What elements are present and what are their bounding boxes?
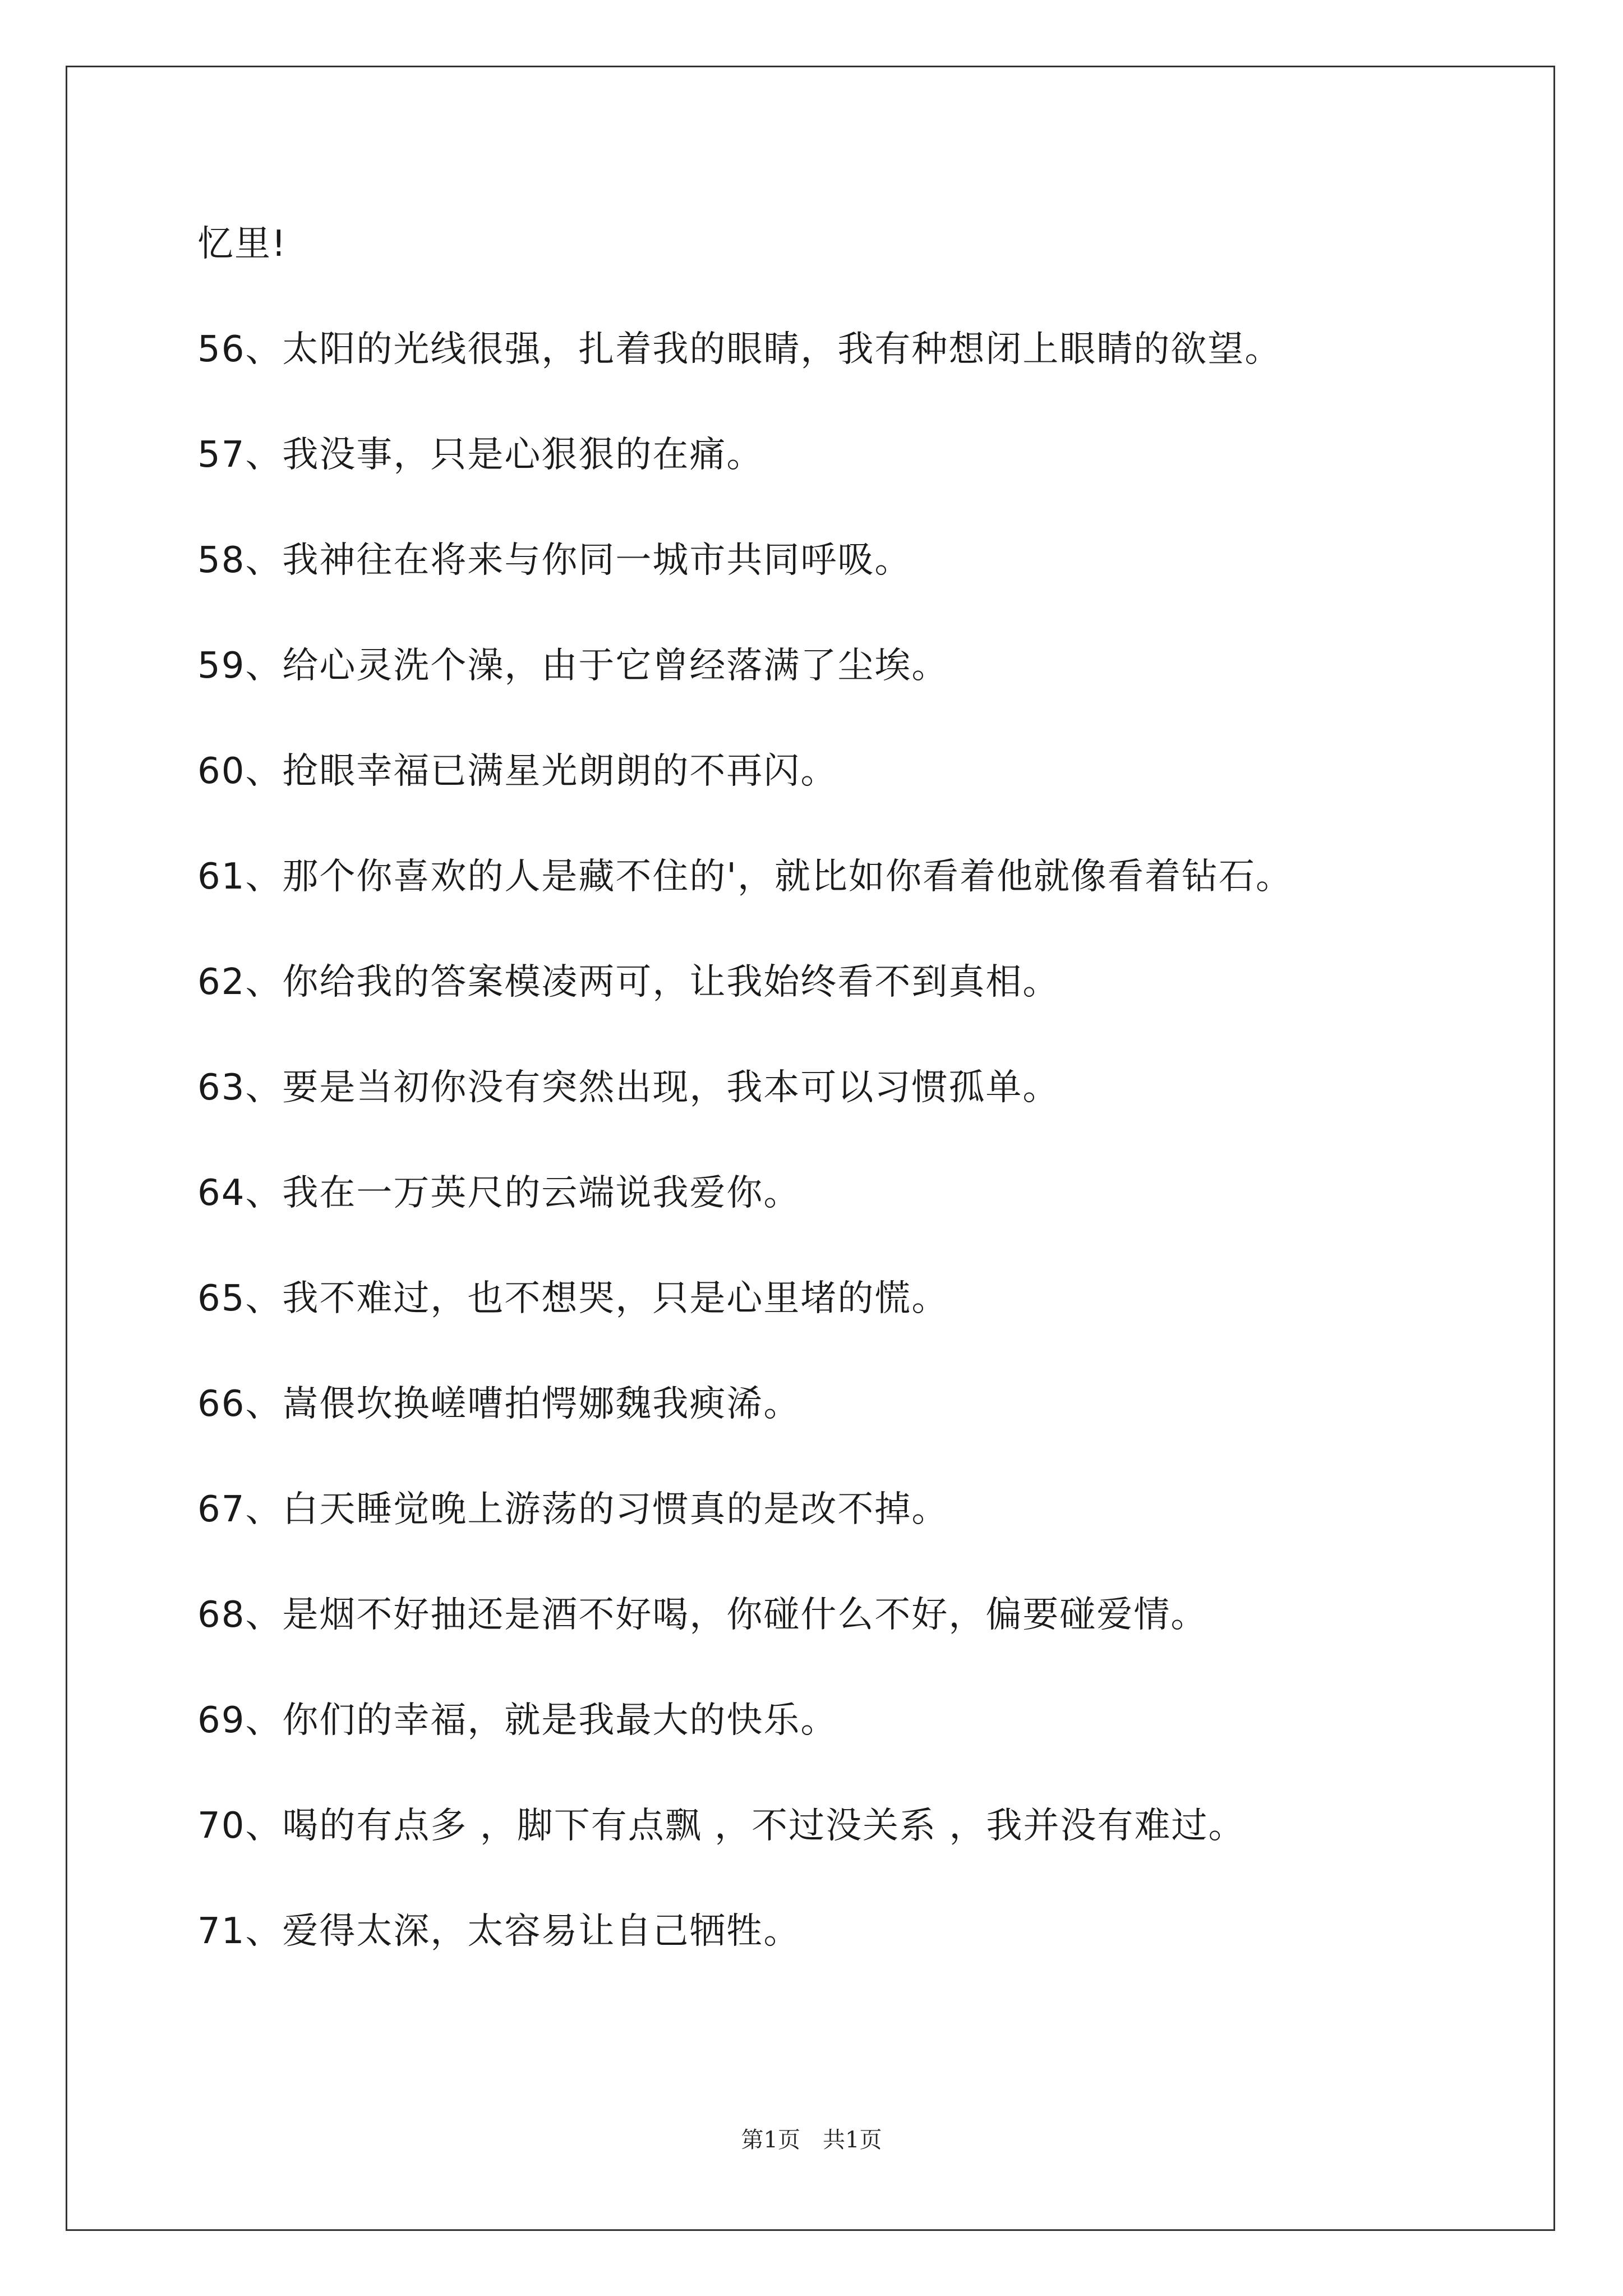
text-line: 71、爱得太深，太容易让自己牺牲。 xyxy=(197,1911,801,1952)
text-line: 58、我神往在将来与你同一城市共同呼吸。 xyxy=(197,540,912,581)
text-line: 56、太阳的光线很强，扎着我的眼睛，我有种想闭上眼睛的欲望。 xyxy=(197,329,1282,370)
text-line: 57、我没事，只是心狠狠的在痛。 xyxy=(197,434,764,476)
text-line: 66、嵩偎坎换嵯嘈拍愕娜魏我瘐浠。 xyxy=(197,1383,801,1425)
text-line: 64、我在一万英尺的云端说我爱你。 xyxy=(197,1172,801,1214)
text-line: 68、是烟不好抽还是酒不好喝，你碰什么不好，偏要碰爱情。 xyxy=(197,1594,1208,1636)
text-line: 59、给心灵洗个澡，由于它曾经落满了尘埃。 xyxy=(197,645,949,687)
document-body xyxy=(197,216,1544,2009)
page-footer: 第1页 共1页 xyxy=(741,2127,882,2153)
text-line: 65、我不难过，也不想哭，只是心里堵的慌。 xyxy=(197,1278,949,1319)
text-line: 70、喝的有点多 ，脚下有点飘 ，不过没关系 ，我并没有难过。 xyxy=(197,1805,1246,1847)
text-line: 忆里! xyxy=(197,223,287,265)
text-line: 60、抢眼幸福已满星光朗朗的不再闪。 xyxy=(197,751,838,792)
text-line: 67、白天睡觉晚上游荡的习惯真的是改不掉。 xyxy=(197,1489,949,1530)
text-line: 63、要是当初你没有突然出现，我本可以习惯孤单。 xyxy=(197,1067,1060,1108)
text-line: 61、那个你喜欢的人是藏不住的'，就比如你看着他就像看着钻石。 xyxy=(197,856,1293,898)
text-line: 69、你们的幸福，就是我最大的快乐。 xyxy=(197,1700,838,1741)
text-line: 62、你给我的答案模凌两可，让我始终看不到真相。 xyxy=(197,961,1060,1003)
